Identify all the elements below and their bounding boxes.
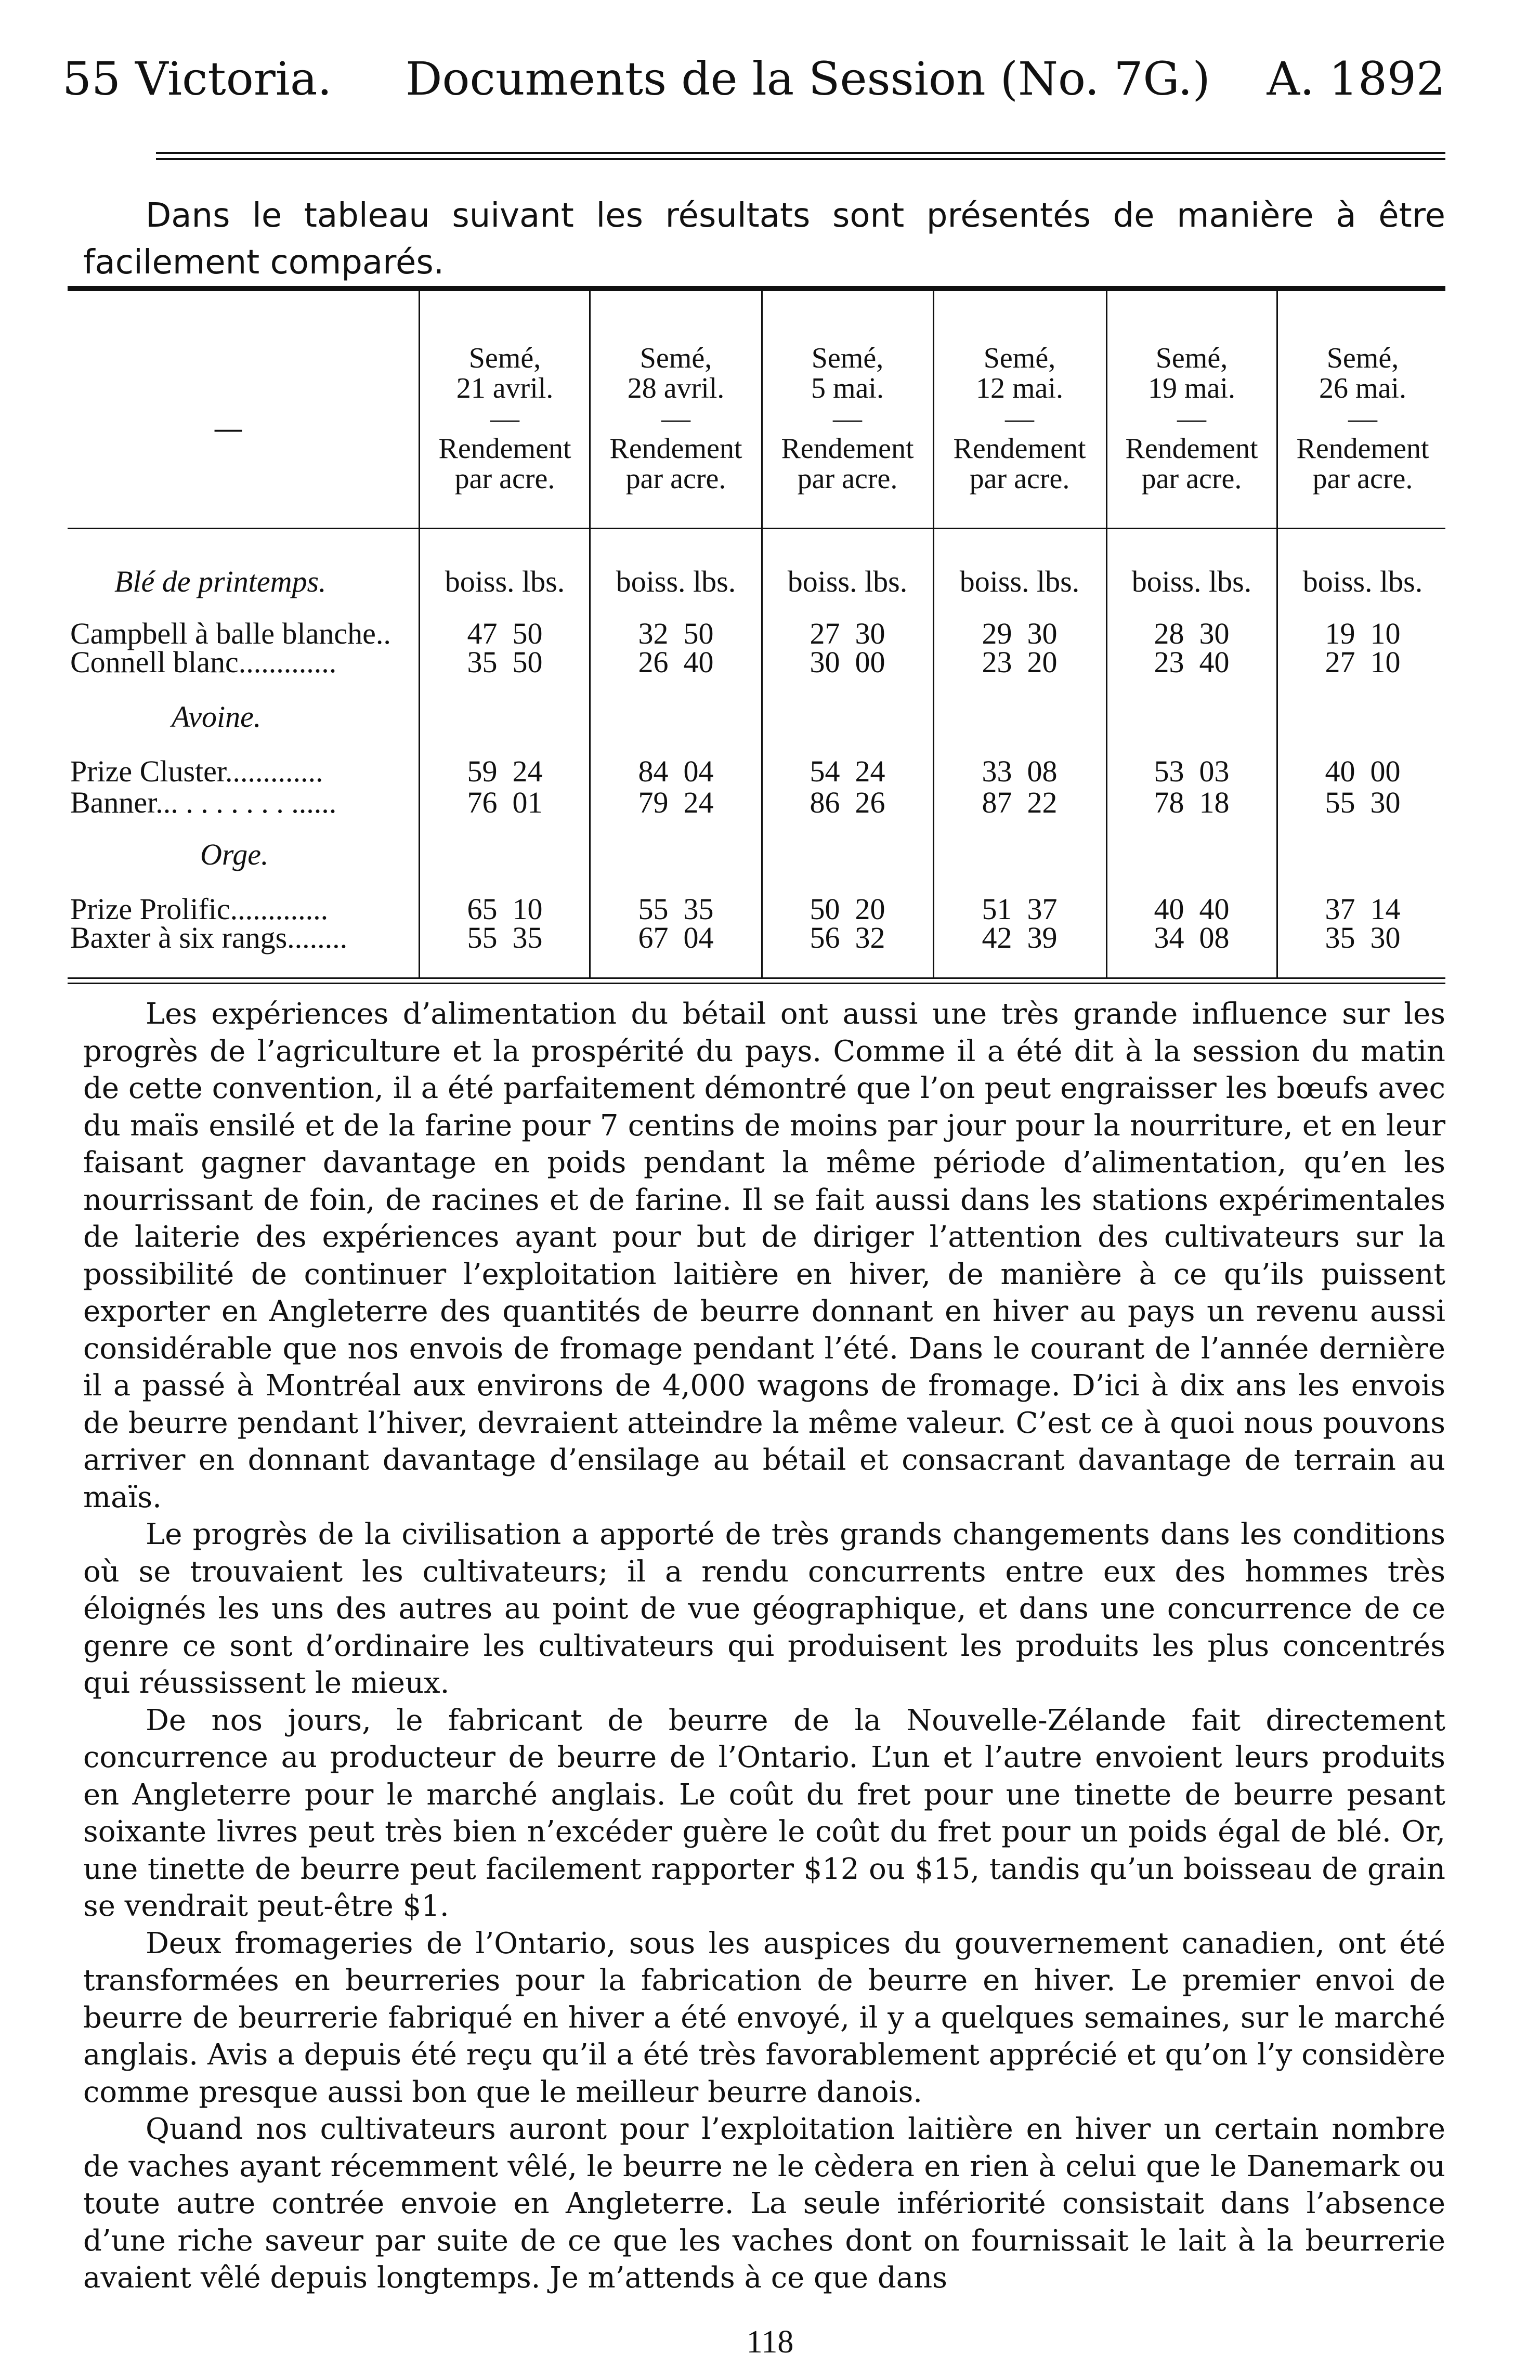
table-cell: 55 35 (638, 892, 714, 926)
table-cell: 33 08 (982, 754, 1058, 788)
table-cell: 35 30 (1325, 921, 1401, 954)
header-volume: 55 Victoria. (62, 52, 332, 106)
row-label: Baxter à six rangs........ (70, 921, 348, 954)
header-rule-bottom (156, 158, 1445, 160)
row-label: Campbell à balle blanche.. (70, 617, 391, 650)
table-cell: 76 01 (467, 786, 543, 819)
table-cell: 23 20 (982, 645, 1058, 679)
table-cell: 79 24 (638, 786, 714, 819)
table-head-rule (68, 528, 1445, 529)
table-cell: 78 18 (1154, 786, 1230, 819)
table-cell: 29 30 (982, 617, 1058, 650)
table-cell: 34 08 (1154, 921, 1230, 954)
table-cell: 55 30 (1325, 786, 1401, 819)
table-bottom-rule (68, 977, 1445, 979)
table-top-rule (68, 286, 1445, 291)
row-label: Prize Cluster............. (70, 754, 323, 788)
table-cell: 84 04 (638, 754, 714, 788)
table-cell: 87 22 (982, 786, 1058, 819)
table-cell: 27 10 (1325, 645, 1401, 679)
table-corner-dash: — (213, 411, 243, 446)
table-cell: 32 50 (638, 617, 714, 650)
column-header: Semé, 5 mai. — Rendement par acre. (781, 342, 914, 495)
table-cell: 23 40 (1154, 645, 1230, 679)
table-cell: 86 26 (810, 786, 885, 819)
units-label: boiss. lbs. (1302, 565, 1423, 598)
table-cell: 40 40 (1154, 892, 1230, 926)
table-cell: 56 32 (810, 921, 885, 954)
column-header: Semé, 12 mai. — Rendement par acre. (953, 342, 1086, 495)
row-label: Banner... . . . . . . . ...... (70, 786, 337, 819)
table-cell: 59 24 (467, 754, 543, 788)
page-number: 118 (746, 2324, 794, 2360)
units-label: boiss. lbs. (445, 565, 565, 598)
units-label: boiss. lbs. (959, 565, 1080, 598)
table-cell: 40 00 (1325, 754, 1401, 788)
table-cell: 65 10 (467, 892, 543, 926)
table-bottom-rule-2 (68, 983, 1445, 984)
units-label: boiss. lbs. (1131, 565, 1252, 598)
table-cell: 50 20 (810, 892, 885, 926)
column-header: Semé, 26 mai. — Rendement par acre. (1296, 342, 1429, 495)
paragraph: Le progrès de la civilisation a apporté de très grands changements dans les conditions où se trouvaient les cultivateurs; il a rendu concurrents entre eux des hommes très éloignés les uns des autres au point de vue géographique, et dans une concurrence de ce genre ce sont d’ordinaire les cultivateurs qui produisent les produits les plus concentrés qui réussissent le mieux. (83, 1518, 1445, 1700)
units-label: boiss. lbs. (787, 565, 908, 598)
table-cell: 47 50 (467, 617, 543, 650)
table-cell: 19 10 (1325, 617, 1401, 650)
table-cell: 35 50 (467, 645, 543, 679)
header-rule-top (156, 152, 1445, 154)
table-cell: 51 37 (982, 892, 1058, 926)
paragraph: Deux fromageries de l’Ontario, sous les auspices du gouvernement canadien, ont été transformées en beurreries pour la fabrication de beurre en hiver. Le premier envoi de beurre de beurrerie fabriqué en hiver a été envoyé, il y a quelques semaines, sur le marché anglais. Avis a depuis été reçu qu’il a été très favorablement apprécié et qu’on l’y considère comme presque aussi bon que le meilleur beurre danois. (83, 1926, 1445, 2109)
table-cell: 37 14 (1325, 892, 1401, 926)
section-title: Orge. (200, 838, 269, 871)
row-label: Prize Prolific............. (70, 892, 329, 926)
section-title: Avoine. (172, 700, 262, 734)
table-cell: 42 39 (982, 921, 1058, 954)
table-cell: 67 04 (638, 921, 714, 954)
paragraph: De nos jours, le fabricant de beurre de la Nouvelle-Zélande fait directement concurrence au producteur de beurre de l’Ontario. L’un et l’autre envoient leurs produits en Angleterre pour le marché anglais. Le coût du fret pour une tinette de beurre pesant soixante livres peut très bien n’excéder guère le coût du fret pour un poids égal de blé. Or, une tinette de beurre peut facilement rapporter $12 ou $15, tandis qu’un boisseau de grain se vendrait peut-être $1. (83, 1703, 1445, 1923)
table-cell: 53 03 (1154, 754, 1230, 788)
column-header: Semé, 19 mai. — Rendement par acre. (1125, 342, 1258, 495)
table-cell: 30 00 (810, 645, 885, 679)
table-cell: 26 40 (638, 645, 714, 679)
paragraph: Les expériences d’alimentation du bétail ont aussi une très grande influence sur les progrès de l’agriculture et la prospérité du pays. Comme il a été dit à la session du matin de cette convention, il a été parfaitement démontré que l’on peut engraisser les bœufs avec du maïs ensilé et de la farine pour 7 centins de moins par jour pour la nourriture, et en leur faisant gagner davantage en poids pendant la même période d’alimentation, qu’en les nourrissant de foin, de racines et de farine. Il se fait aussi dans les stations expérimentales de laiterie des expériences ayant pour but de diriger l’attention des cultivateurs sur la possibilité de continuer l’exploitation laitière en hiver, de manière à ce qu’ils puissent exporter en Angleterre des quantités de beurre donnant en hiver au pays un revenu aussi considérable que nos envois de fromage pendant l’été. Dans le courant de l’année dernière il a passé à Montréal aux environs de 4,000 wagons de fromage. D’ici à dix ans les envois de beurre pendant l’hiver, devraient atteindre la même valeur. C’est ce à quoi nous pouvons arriver en donnant davantage d’ensilage au bétail et consacrant davantage de terrain au maïs. (83, 997, 1445, 1514)
row-label: Connell blanc............. (70, 645, 337, 679)
intro-paragraph: Dans le tableau suivant les résultats sont présentés de manière à être facilement comparés. (83, 197, 1445, 282)
body-text (83, 996, 1445, 2297)
table-cell: 54 24 (810, 754, 885, 788)
table-cell: 55 35 (467, 921, 543, 954)
paragraph: Quand nos cultivateurs auront pour l’exploitation laitière en hiver un certain nombre de vaches ayant récemment vêlé, le beurre ne le cèdera en rien à celui que le Danemark ou toute autre contrée envoie en Angleterre. La seule infériorité consistait dans l’absence d’une riche saveur par suite de ce que les vaches dont on fournissait le lait à la beurrerie avaient vêlé depuis longtemps. Je m’attends à ce que dans (83, 2112, 1445, 2295)
table-cell: 27 30 (810, 617, 885, 650)
units-label: boiss. lbs. (616, 565, 736, 598)
section-title: Blé de printemps. (114, 565, 327, 598)
header-year: A. 1892 (1267, 52, 1445, 106)
header-title: Documents de la Session (No. 7G.) (406, 52, 1210, 106)
running-header (62, 52, 1445, 114)
column-header: Semé, 28 avril. — Rendement par acre. (609, 342, 742, 495)
column-header: Semé, 21 avril. — Rendement par acre. (438, 342, 571, 495)
table-cell: 28 30 (1154, 617, 1230, 650)
